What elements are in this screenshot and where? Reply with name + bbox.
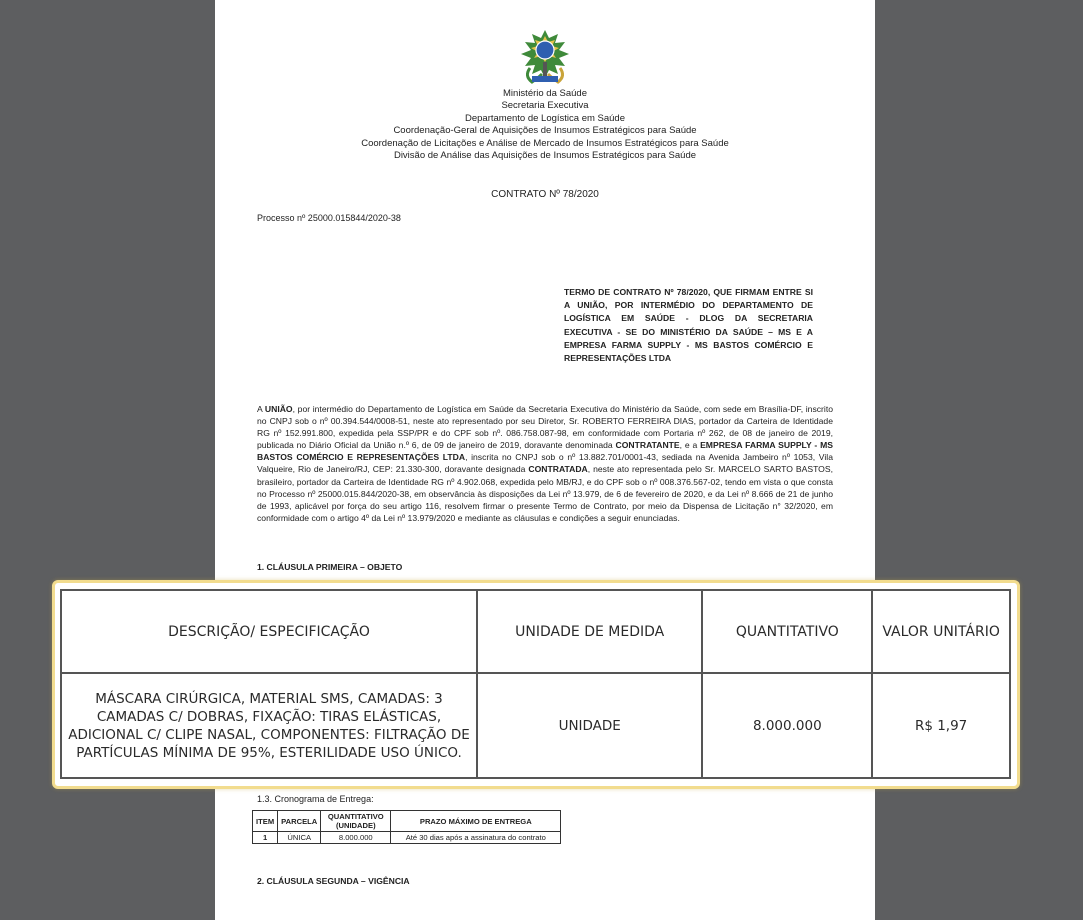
text-run: , inscrita no CNPJ sob o nº 13.882.701/0001-43, sediada na Avenida Jambeiro nº 1053, Vila Valqueire, Rio de Janeiro/RJ, CEP: 21.330-300, doravante designada [257,452,833,475]
schedule-deadline: Até 30 dias após a assinatura do contrato [391,832,561,844]
table-row [253,832,561,844]
party-contratante: CONTRATANTE [615,440,680,451]
header-unit-price: VALOR UNITÁRIO [872,590,1010,673]
preamble-paragraph [257,403,833,524]
header-unit: UNIDADE DE MEDIDA [477,590,702,673]
party-empresa: EMPRESA FARMA SUPPLY - MS BASTOS COMÉRCIO E REPRESENTAÇÕES LTDA [257,440,834,463]
agency-header [215,88,875,162]
header-line: Coordenação-Geral de Aquisições de Insumos Estratégicos para Saúde [393,125,697,137]
header-quantity: QUANTITATIVO [702,590,872,673]
schedule-header-parcel: PARCELA [278,811,321,832]
schedule-header-row [253,811,561,832]
header-line: Coordenação de Licitações e Análise de Mercado de Insumos Estratégicos para Saúde [361,137,729,149]
clause-one-heading: 1. CLÁUSULA PRIMEIRA – OBJETO [257,562,403,572]
schedule-title: 1.3. Cronograma de Entrega: [257,794,374,804]
clause-two-heading: 2. CLÁUSULA SEGUNDA – VIGÊNCIA [257,876,410,886]
table-header-row [61,590,1010,673]
process-number: Processo nº 25000.015844/2020-38 [257,213,401,223]
text-run: , neste ato representada pelo Sr. MARCELO SARTO BASTOS, brasileiro, portador da Carteira de Identidade RG nº 4.902.068, expedida pelo MB/RJ, e do CPF sob o nº 008.376.567-02, tendo em vista o que consta no Processo nº 25000.015.844/2020-38, em observância às disposições da Lei nº 13.979, de 6 de fevereiro de 2020, e da Lei nº 8.666 de 21 de junho de 1993, aplicável por força do seu artigo 116, resolvem firmar o presente Termo de Contrato, por meio da Dispensa de Licitação n° 32/2020, em conformidade com o artigo 4º da Lei nº 13.979/2020 e mediante as cláusulas e condições a seguir enunciadas. [257,464,833,523]
schedule-table [252,810,561,844]
brazil-coat-of-arms-icon [518,28,572,86]
schedule-item: 1 [253,832,278,844]
contract-title: CONTRATO Nº 78/2020 [491,189,599,200]
item-unit: UNIDADE [477,673,702,778]
party-uniao: UNIÃO [264,404,293,414]
contract-summary: TERMO DE CONTRATO Nº 78/2020, QUE FIRMAM ENTRE SI A UNIÃO, POR INTERMÉDIO DO DEPARTAMENTO DE LOGÍSTICA EM SAÚDE - DLOG DA SECRETARIA EXECUTIVA - SE DO MINISTÉRIO DA SAÚDE – MS E A EMPRESA FARMA SUPPLY - MS BASTOS COMÉRCIO E REPRESENTAÇÕES LTDA [564,287,813,364]
schedule-header-deadline: PRAZO MÁXIMO DE ENTREGA [391,811,561,832]
item-description: MÁSCARA CIRÚRGICA, MATERIAL SMS, CAMADAS: 3 CAMADAS C/ DOBRAS, FIXAÇÃO: TIRAS ELÁSTICAS, ADICIONAL C/ CLIPE NASAL, COMPONENTES: FILTRAÇÃO DE PARTÍCULAS MÍNIMA DE 95%, ESTERILIDADE USO ÚNICO. [61,673,477,778]
header-line: Ministério da Saúde [503,88,587,99]
schedule-parcel: ÚNICA [278,832,321,844]
party-contratada: CONTRATADA [528,464,588,475]
header-line: Divisão de Análise das Aquisições de Insumos Estratégicos para Saúde [393,150,697,162]
header-line: Secretaria Executiva [501,100,589,112]
header-description: DESCRIÇÃO/ ESPECIFICAÇÃO [61,590,477,673]
text-run: , por intermédio do Departamento de Logística em Saúde da Secretaria Executiva do Ministério da Saúde, com sede em Brasília-DF, inscrito no CNPJ sob o nº 00.394.544/0008-51, neste ato representado por seu Diretor, Sr. ROBERTO FERREIRA DIAS, portador da Carteira de Identidade RG nº 152.991.800, expedida pela SSP/PR e do CPF sob nº. 086.758.087-98, em conformidade com Portaria nº 262, de 08 de janeiro de 2019, publicada no Diário Oficial da União n.º 6, de 09 de janeiro de 2019, doravante denominada [257,404,833,451]
item-unit-price: R$ 1,97 [872,673,1010,778]
item-table [60,589,1011,779]
schedule-header-item: ITEM [253,811,278,832]
table-row [61,673,1010,778]
schedule-header-quantity: QUANTITATIVO (UNIDADE) [321,811,391,832]
item-quantity: 8.000.000 [702,673,872,778]
header-line: Departamento de Logística em Saúde [464,112,625,124]
text-run: , e a [679,440,701,451]
schedule-quantity: 8.000.000 [321,832,391,844]
text-run: A [257,404,265,414]
